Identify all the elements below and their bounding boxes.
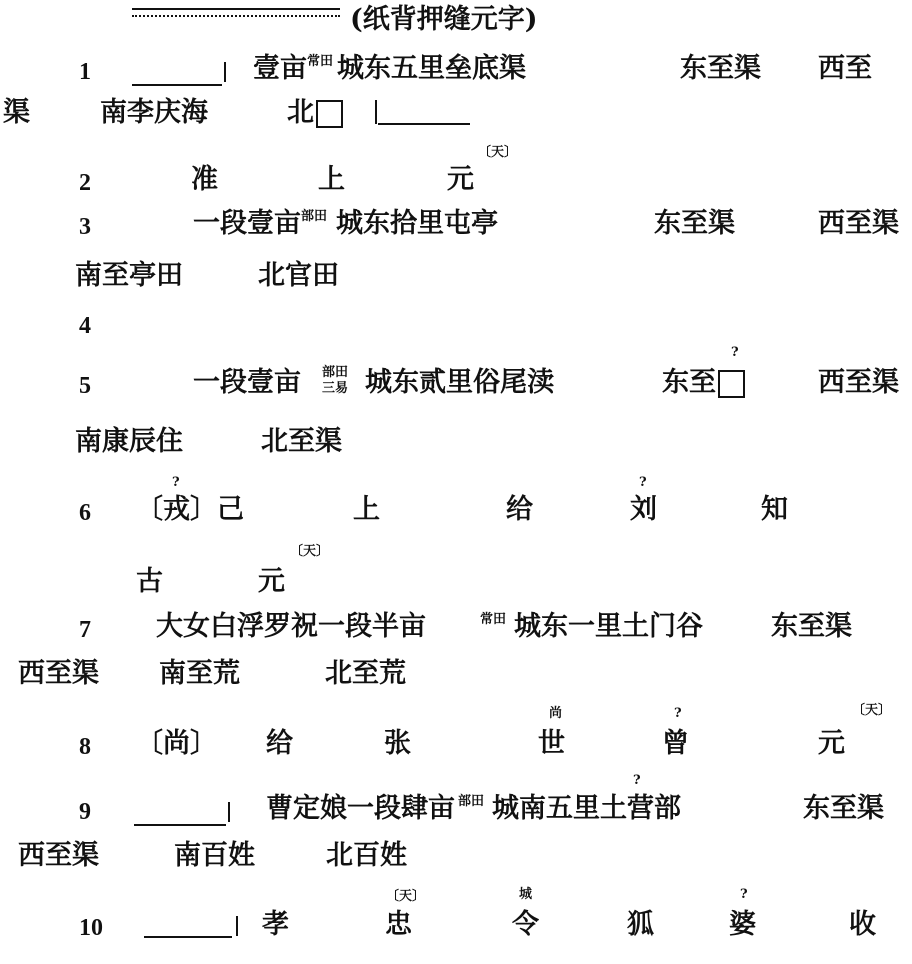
line8-query: ? [674,706,682,721]
line-number-6: 6 [79,500,91,526]
line3-north: 北官田 [258,260,339,291]
line9-annotation: 部田 [458,794,485,809]
header-rule [132,8,340,17]
line10-note-1: 〔天〕 [386,889,426,904]
line8-char-b: 给 [266,728,293,759]
line9-text-b: 城南五里土营部 [492,793,681,824]
line5-annotation-2: 三易 [322,381,349,396]
line8-note-1: 尚 [549,706,563,721]
line1-text-b: 城东五里垒底渠 [337,53,526,84]
line8-char-c: 张 [384,728,411,759]
line3-south: 南至亭田 [75,260,183,291]
line7-north: 北至荒 [325,658,406,689]
line7-text-b: 城东一里土门谷 [514,611,703,642]
line10-char-c: 令 [512,909,539,940]
line5-text-a: 一段壹亩 [193,367,301,398]
line8-char-e: 曾 [662,728,689,759]
line6-char-c: 给 [506,494,533,525]
line10-char-a: 孝 [262,909,289,940]
line2-char-a: 准 [191,164,218,195]
blank-10 [144,912,232,938]
line3-east: 东至渠 [654,208,735,239]
line1-annotation: 常田 [307,54,334,69]
line6-query-2: ? [639,475,647,490]
line9-east: 东至渠 [803,793,884,824]
line2-char-b: 上 [318,164,345,195]
line7-east: 东至渠 [771,611,852,642]
line8-note-2: 〔天〕 [852,703,892,718]
line5-text-b: 城东贰里俗尾渎 [365,367,554,398]
line5-missing-box [718,370,745,398]
line7-text-a: 大女白浮罗祝一段半亩 [156,611,426,642]
line8-char-f: 元 [818,728,845,759]
line5-query-mark: ? [731,345,739,360]
line1-west: 西至 [818,53,872,84]
line-number-2: 2 [79,170,91,196]
line1-east: 东至渠 [680,53,761,84]
line-number-9: 9 [79,799,91,825]
line6-char-g: 元 [258,566,285,597]
line9-north: 北百姓 [326,840,407,871]
line6-char-f: 古 [136,566,163,597]
line6-char-d: 刘 [630,494,657,525]
blank-2-start [375,100,377,124]
line6-query-1: ? [172,475,180,490]
line7-south: 南至荒 [159,658,240,689]
line3-west: 西至渠 [818,208,899,239]
line9-text-a: 曹定娘一段肆亩 [266,793,455,824]
line10-char-b: 忠 [385,909,412,940]
blank-9 [134,800,226,826]
line5-annotation-1: 部田 [322,365,349,380]
line-number-7: 7 [79,617,91,643]
blank-1-end [224,62,226,82]
line3-text-a: 一段壹亩 [193,208,301,239]
line8-char-d: 世 [538,728,565,759]
line1-west-cont: 渠 [3,97,30,128]
missing-char-box [316,100,343,128]
blank-1 [132,60,222,86]
blank-10-end [236,916,238,936]
header-note: (纸背押缝元字) [350,4,538,35]
line6-char-e: 知 [761,494,788,525]
line-number-8: 8 [79,734,91,760]
line1-south: 南李庆海 [100,97,208,128]
line-number-5: 5 [79,373,91,399]
line5-west: 西至渠 [818,367,899,398]
line-number-10: 10 [79,915,103,941]
line-number-3: 3 [79,214,91,240]
line10-query: ? [740,887,748,902]
line9-south: 南百姓 [174,840,255,871]
line6-char-a: 〔戎〕己 [136,494,244,525]
line1-text-a: 壹亩 [253,53,307,84]
blank-2 [378,100,470,125]
line2-char-c: 元 [447,164,474,195]
line3-text-b: 城东拾里屯亭 [336,208,498,239]
line7-annotation: 常田 [480,612,507,627]
line5-south: 南康辰住 [75,426,183,457]
line7-west: 西至渠 [18,658,99,689]
line8-char-a: 〔尚〕 [136,728,217,759]
blank-9-end [228,802,230,822]
line10-char-e: 婆 [729,909,756,940]
line10-note-2: 城 [519,887,533,902]
line10-char-d: 狐 [627,909,654,940]
line-number-1: 1 [79,59,91,85]
line5-east: 东至 [662,367,716,398]
line-number-4: 4 [79,313,91,339]
line6-note: 〔天〕 [290,544,330,559]
line9-query: ? [633,773,641,788]
line10-char-f: 收 [849,909,876,940]
line6-char-b: 上 [353,494,380,525]
line3-annotation: 部田 [301,209,328,224]
line1-north: 北 [287,97,314,128]
line5-north: 北至渠 [261,426,342,457]
line2-note: 〔天〕 [478,145,518,160]
line9-west: 西至渠 [18,840,99,871]
